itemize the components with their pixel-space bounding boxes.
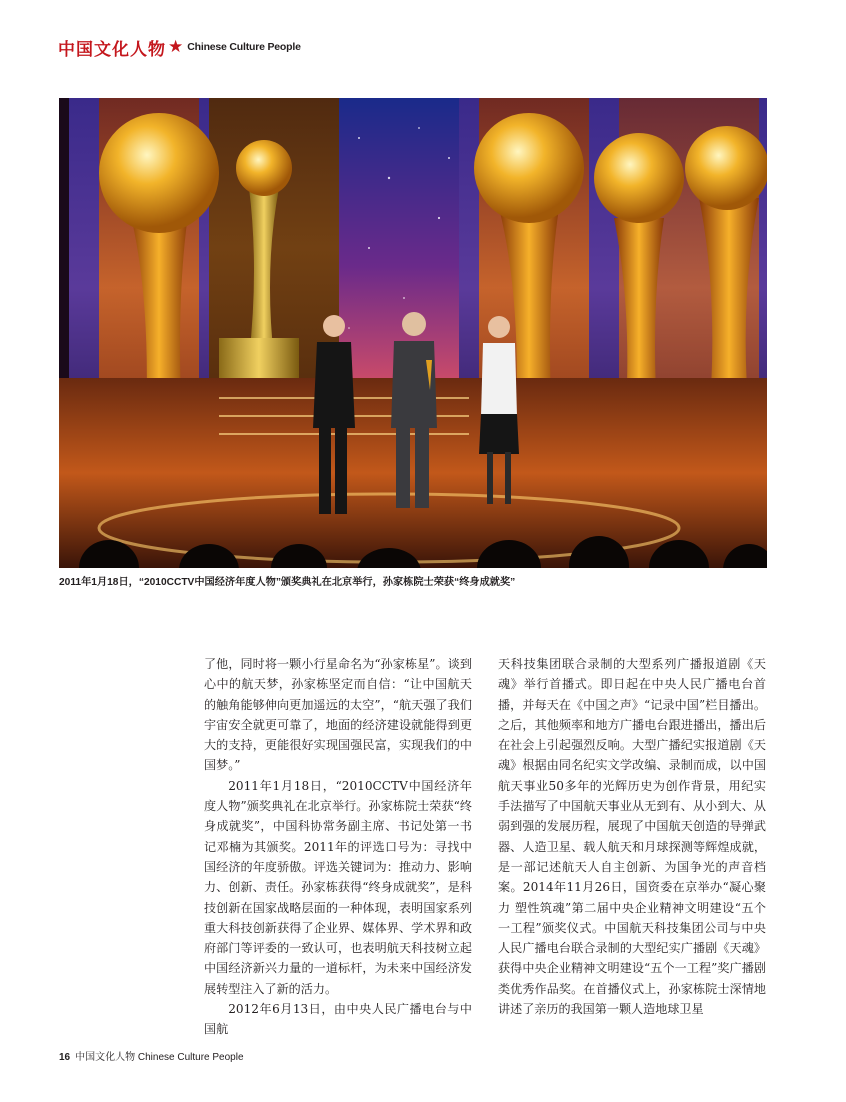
paragraph: 2011年1月18日，“2010CCTV中国经济年度人物”颁奖典礼在北京举行。孙家栋院士荣获“终身成就奖”，中国科协常务副主席、书记处第一书记邓楠为其颁奖。2011年的评选口号为：寻找中国经济的年度骄傲。评选关键词为：推动力、影响力、创新、责任。孙家栋获得“终身成就奖”，是科技创新在国家战略层面的一种体现，表明国家系列重大科技创新获得了企业界、媒体界、学术界和政府部门等评委的一致认可，也表明航天科技树立起中国经济新兴力量的一道标杆，为未来中国经济发展转型注入了新的活力。 [204,778,472,996]
page-footer [59,1048,244,1063]
photo-caption: 2011年1月18日，“2010CCTV中国经济年度人物”颁奖典礼在北京举行，孙家栋院士荣获“终身成就奖” [59,577,516,588]
magazine-header [58,36,301,58]
paragraph: 天科技集团联合录制的大型系列广播报道剧《天魂》举行首播式。即日起在中央人民广播电台首播，并每天在《中国之声》“记录中国”栏目播出。之后，其他频率和地方广播电台跟进播出，播出后在社会上引起强烈反响。大型广播纪实报道剧《天魂》根据由同名纪实文学改编、录制而成，以中国航天事业50多年的光辉历史为创作背景，用纪实手法描写了中国航天事业从无到有、从小到大、从弱到强的发展历程，展现了中国航天创造的导弹武器、人造卫星、载人航天和月球探测等辉煌成就，是一部记述航天人自主创新、为国争光的声音档案。2014年11月26日，国资委在京举办“凝心聚力 塑性筑魂”第二届中央企业精神文明建设“五个一工程”颁奖仪式。中国航天科技集团公司与中央人民广播电台联合录制的大型纪实广播剧《天魂》获得中央企业精神文明建设“五个一工程”奖广播剧类优秀作品奖。在首播仪式上，孙家栋院士深情地讲述了亲历的我国第一颗人造地球卫星 [498,657,766,1017]
magazine-logo-chinese: 中国文化人物 [58,39,166,60]
article-column-right [498,654,766,1019]
article-column-left [204,654,472,1040]
award-ceremony-photo [59,98,767,568]
paragraph: 2012年6月13日，由中央人民广播电台与中国航 [204,1002,472,1037]
star-icon: ★ [168,37,184,57]
footer-publication-name: 中国文化人物 Chinese Culture People [75,1052,244,1063]
magazine-logo-english: Chinese Culture People [187,41,301,53]
paragraph: 了他，同时将一颗小行星命名为“孙家栋星”。谈到心中的航天梦，孙家栋坚定而自信：“让中国航天的触角能够伸向更加遥远的太空”，“航天强了我们宇宙安全就更可靠了，地面的经济建设就能得到更大的支持，更能很好实现国强民富，实现我们的中国梦。” [204,657,472,773]
page-number: 16 [59,1052,71,1063]
